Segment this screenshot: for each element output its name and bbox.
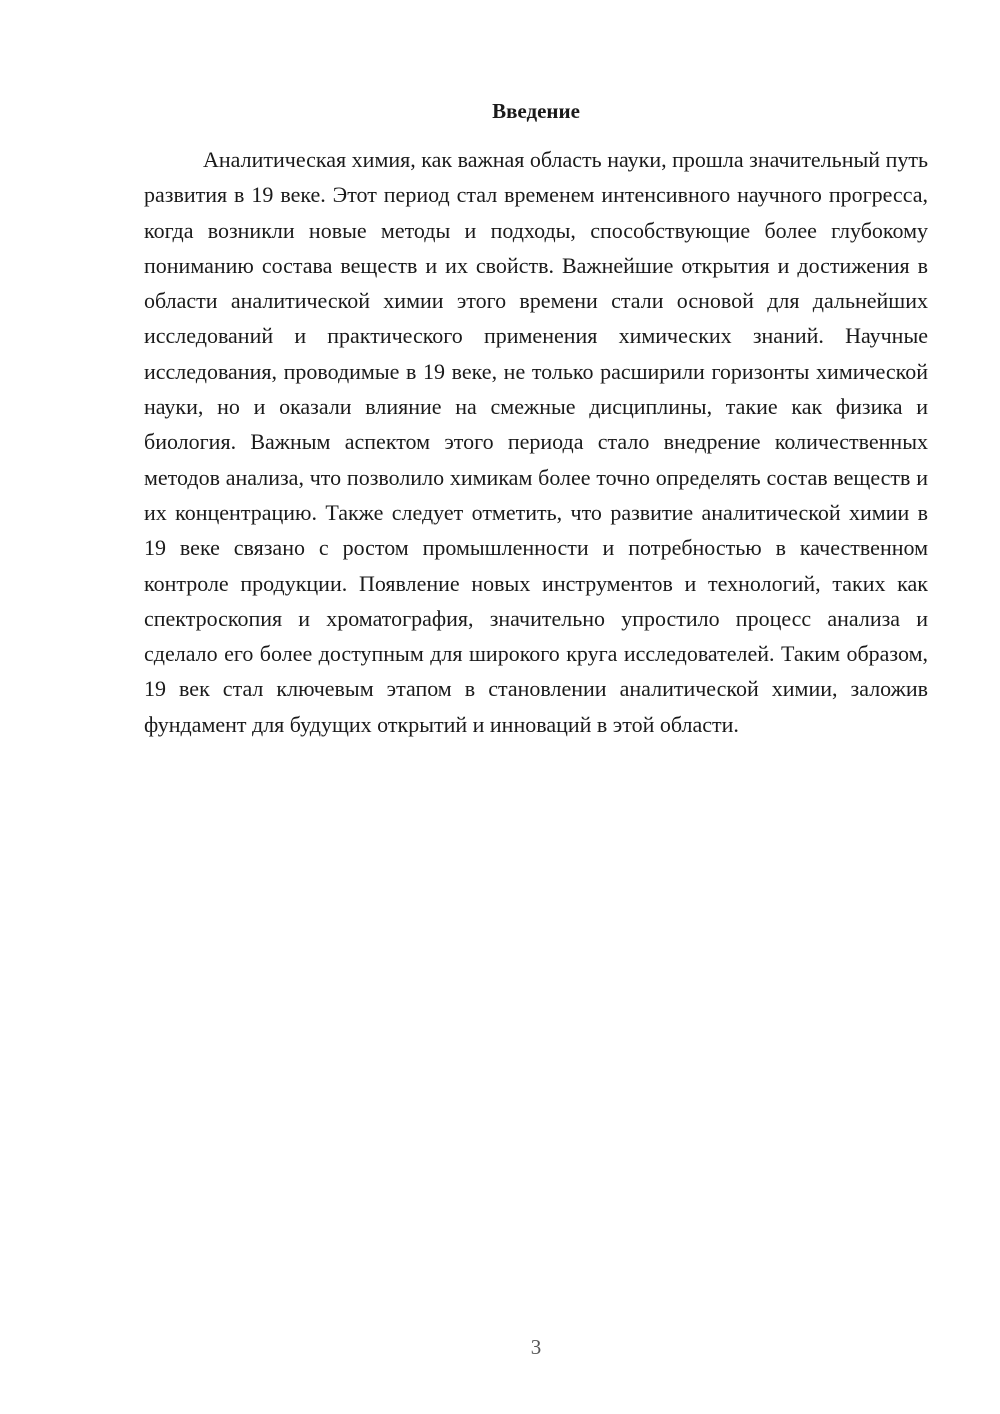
page-number: 3 xyxy=(530,1335,542,1359)
page-title: Введение xyxy=(492,99,580,123)
body-paragraph: Аналитическая химия, как важная область науки, прошла значительный путь развития в 19 веке. Этот период стал временем интенсивного научного прогресса, когда возникли новые методы и подходы, способствующие более глубокому пониманию состава веществ и их свойств. Важнейшие открытия и достижения в области аналитической химии этого времени стали основой для дальнейших исследований и практического применения химических знаний. Научные исследования, проводимые в 19 веке, не только расширили горизонты химической науки, но и оказали влияние на смежные дисциплины, такие как физика и биология. Важным аспектом этого периода стало внедрение количественных методов анализа, что позволило химикам более точно определять состав веществ и их концентрацию. Также следует отметить, что развитие аналитической химии в 19 веке связано с ростом промышленности и потребностью в качественном контроле продукции. Появление новых инструментов и технологий, таких как спектроскопия и хроматография, значительно упростило процесс анализа и сделало его более доступным для широкого круга исследователей. Таким образом, 19 век стал ключевым этапом в становлении аналитической химии, заложив фундамент для будущих открытий и инноваций в этой области. xyxy=(144,147,928,737)
